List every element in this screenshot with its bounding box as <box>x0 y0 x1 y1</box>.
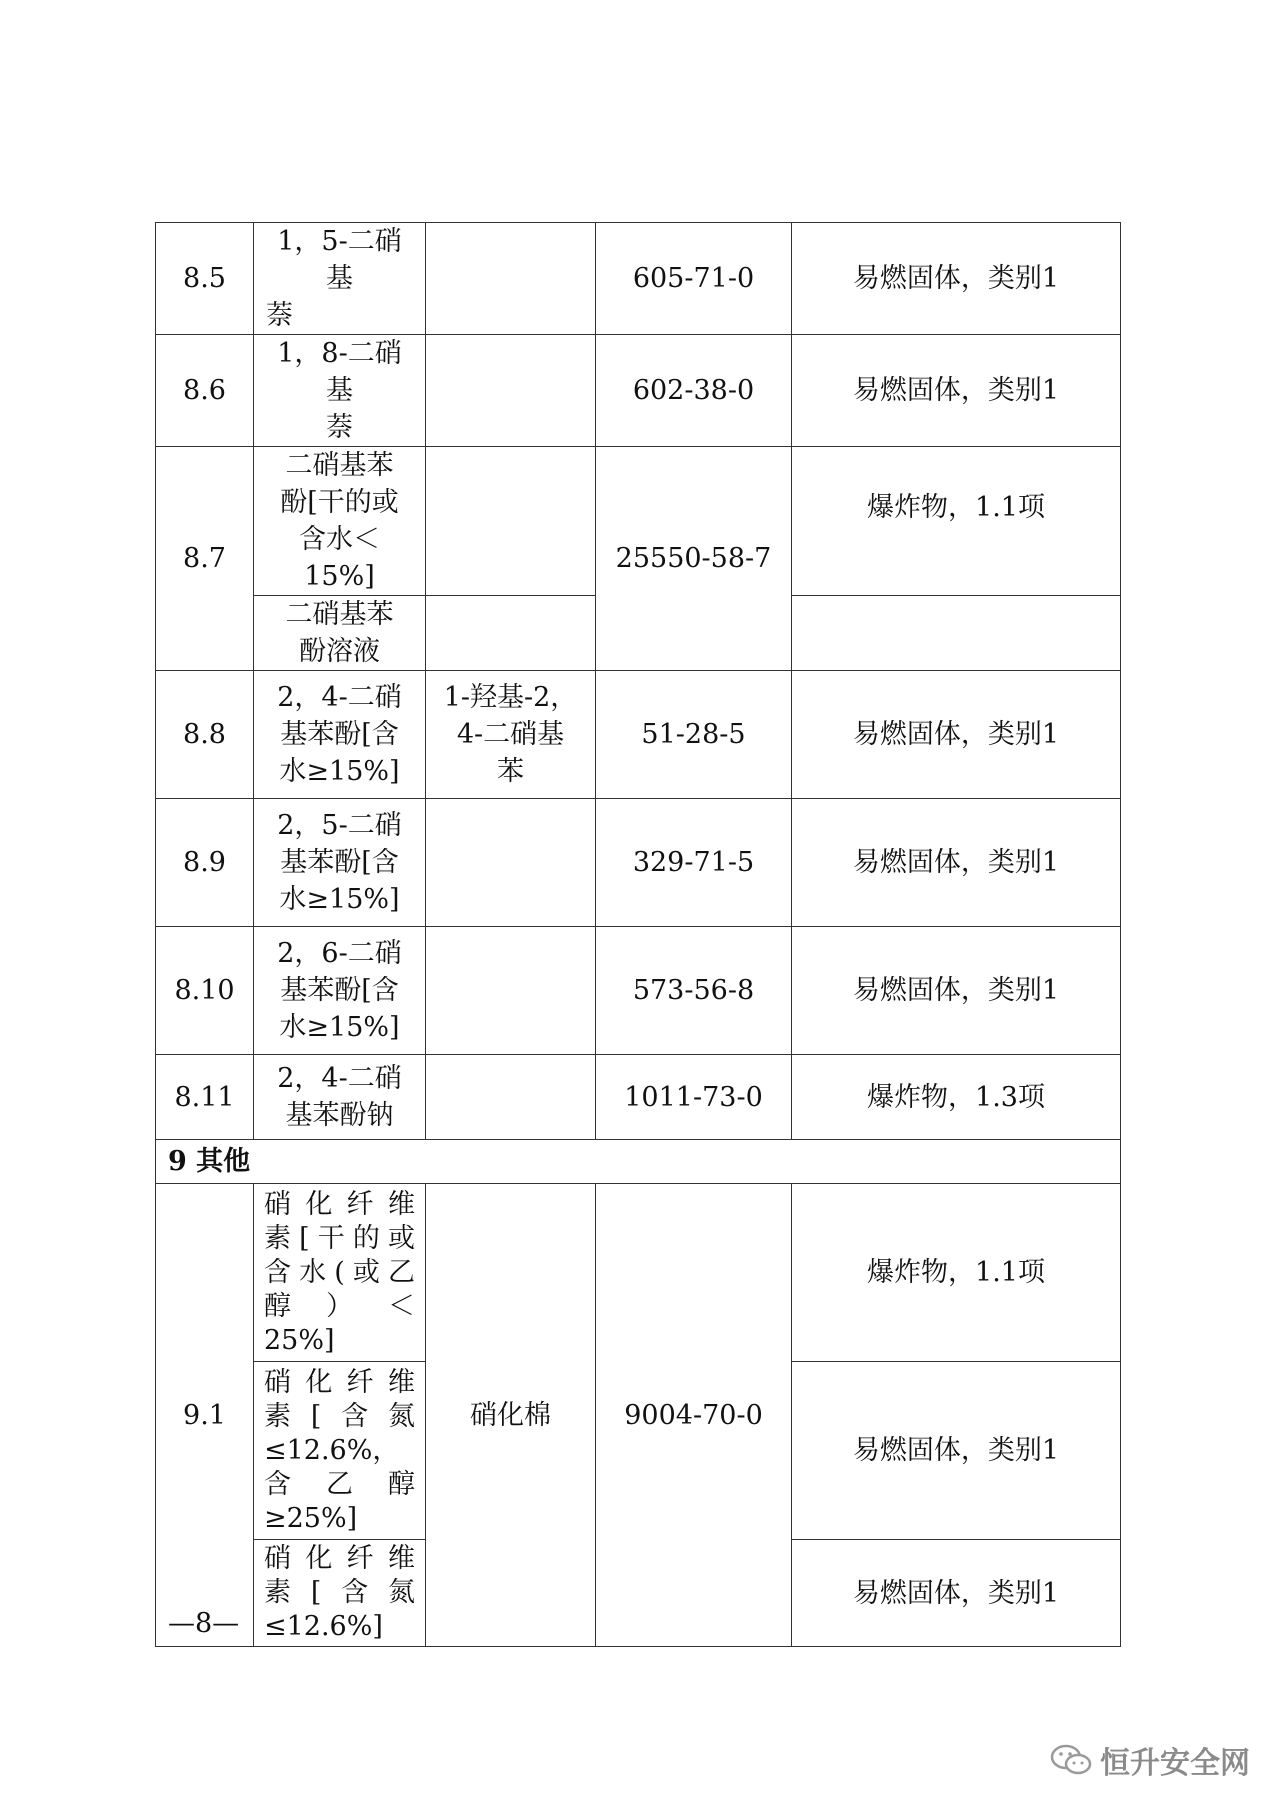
section-row <box>156 1140 1121 1184</box>
watermark-text: 恒升安全网 <box>1100 1746 1250 1781</box>
hazard-class: 易燃固体，类别1 <box>792 799 1121 927</box>
chemical-name: 1，8-二硝基 萘 <box>254 335 426 447</box>
alias: 1-羟基-2， 4-二硝基 苯 <box>426 671 596 799</box>
row-number: 8.11 <box>156 1055 254 1140</box>
table-row <box>156 223 1121 335</box>
hazard-class: 易燃固体，类别1 <box>792 335 1121 447</box>
row-number: 8.5 <box>156 223 254 335</box>
chemical-name: 2，4-二硝 基苯酚[含 水≥15%] <box>254 671 426 799</box>
chemical-name: 1，5-二硝基 萘 <box>254 223 426 335</box>
alias <box>426 596 596 671</box>
cas-number: 605-71-0 <box>596 223 792 335</box>
alias <box>426 335 596 447</box>
alias <box>426 447 596 596</box>
table-row <box>156 447 1121 596</box>
table-row <box>156 927 1121 1055</box>
row-number: 8.8 <box>156 671 254 799</box>
table-row <box>156 1055 1121 1140</box>
hazard-class <box>792 596 1121 671</box>
hazard-class: 易燃固体，类别1 <box>792 223 1121 335</box>
table-row <box>156 671 1121 799</box>
alias <box>426 927 596 1055</box>
cas-number: 573-56-8 <box>596 927 792 1055</box>
hazard-class: 易燃固体，类别1 <box>792 927 1121 1055</box>
cas-number: 329-71-5 <box>596 799 792 927</box>
alias <box>426 1055 596 1140</box>
hazard-class: 爆炸物，1.1项 <box>792 447 1121 596</box>
chemical-name: 硝化纤维 素[含氮 ≤12.6%， 含乙醇 ≥25%] <box>254 1362 426 1540</box>
row-number: 8.9 <box>156 799 254 927</box>
alias: 硝化棉 <box>426 1184 596 1647</box>
cas-number: 51-28-5 <box>596 671 792 799</box>
chemical-name: 2，6-二硝 基苯酚[含 水≥15%] <box>254 927 426 1055</box>
chemical-name: 二硝基苯 酚[干的或 含水＜ 15%] <box>254 447 426 596</box>
section-heading: 9 其他 <box>156 1140 1121 1184</box>
chemical-name: 2，5-二硝 基苯酚[含 水≥15%] <box>254 799 426 927</box>
table-row <box>156 335 1121 447</box>
wechat-icon <box>1050 1743 1092 1777</box>
chemical-name: 2，4-二硝 基苯酚钠 <box>254 1055 426 1140</box>
alias <box>426 223 596 335</box>
table-row <box>156 1184 1121 1362</box>
hazard-class: 易燃固体，类别1 <box>792 1362 1121 1540</box>
cas-number: 602-38-0 <box>596 335 792 447</box>
hazard-class: 易燃固体，类别1 <box>792 671 1121 799</box>
hazard-class: 爆炸物，1.3项 <box>792 1055 1121 1140</box>
alias <box>426 799 596 927</box>
hazard-class: 易燃固体，类别1 <box>792 1540 1121 1647</box>
table-row <box>156 799 1121 927</box>
row-number: 8.10 <box>156 927 254 1055</box>
cas-number: 1011-73-0 <box>596 1055 792 1140</box>
page-number: —8— <box>168 1608 240 1639</box>
cas-number: 25550-58-7 <box>596 447 792 671</box>
row-number: 8.6 <box>156 335 254 447</box>
hazard-class: 爆炸物，1.1项 <box>792 1184 1121 1362</box>
row-number: 8.7 <box>156 447 254 671</box>
chemical-name: 硝化纤维 素[含氮 ≤12.6%] <box>254 1540 426 1647</box>
row-number: 9.1 <box>156 1184 254 1647</box>
cas-number: 9004-70-0 <box>596 1184 792 1647</box>
chemical-name: 二硝基苯 酚溶液 <box>254 596 426 671</box>
chemical-table <box>155 222 1121 1647</box>
watermark <box>1050 1738 1250 1782</box>
chemical-name: 硝化纤维 素[干的或 含水(或乙 醇）＜ 25%] <box>254 1184 426 1362</box>
